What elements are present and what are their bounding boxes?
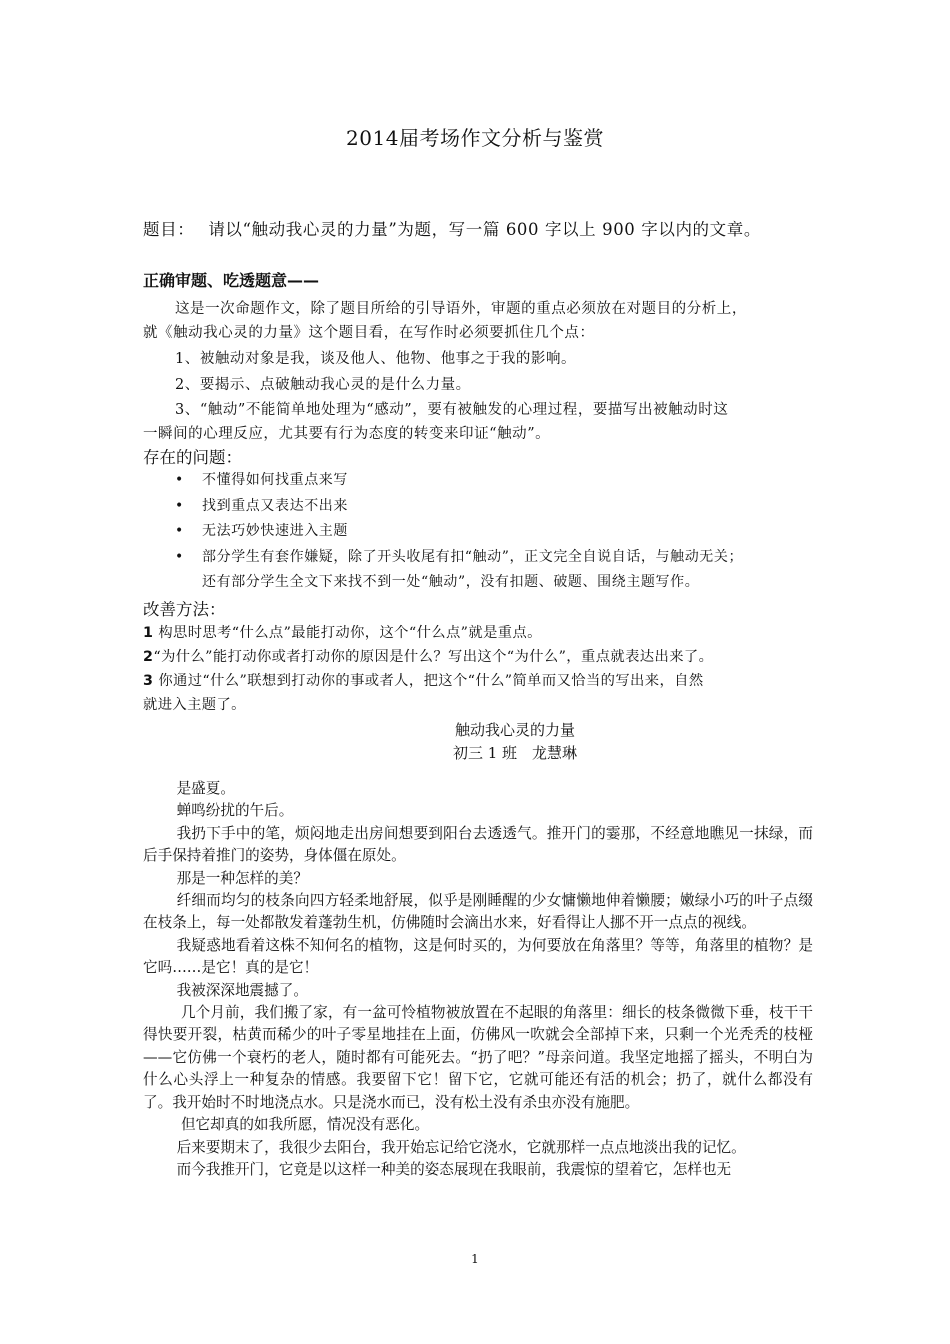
prompt-text: 请以“触动我心灵的力量”为题，写一篇 600 字以上 900 字以内的文章。 (208, 220, 761, 239)
essay-paragraph: 我疑惑地看着这株不知何名的植物，这是何时买的，为何要放在角落里？等等，角落里的植物？是它吗……是它！真的是它！ (143, 936, 813, 977)
essay-paragraph: 是盛夏。 (176, 780, 235, 797)
essay-paragraph: 我扔下手中的笔，烦闷地走出房间想要到阳台去透透气。推开门的霎那，不经意地瞧见一抹绿，而后手保持着推门的姿势，身体僵在原处。 (143, 824, 813, 865)
essay-paragraph: 几个月前，我们搬了家，有一盆可怜植物被放置在不起眼的角落里：细长的枝条微微下垂，枝干干得快要开裂，枯黄而稀少的叶子零星地挂在上面，仿佛风一吹就会全部掉下来，只剩一个光秃秃的枝桠——它仿佛一个衰朽的老人，随时都有可能死去。“扔了吧？”母亲问道。我坚定地摇了摇头，不明白为什么心头浮上一种复杂的情感。我要留下它！留下它，它就可能还有活的机会；扔了，就什么都没有了。我开始时不时地浇点水。只是浇水而已，没有松土没有杀虫亦没有施肥。 (143, 1004, 813, 1111)
bullet-icon: • (175, 548, 184, 565)
list-item: • 部分学生有套作嫌疑，除了开头收尾有扣“触动”，正文完全自说自话，与触动无关； (175, 545, 743, 571)
analysis-point-1: 1、被触动对象是我，谈及他人、他物、他事之于我的影响。 (175, 351, 577, 367)
essay-paragraph: 后来要期末了，我很少去阳台，我开始忘记给它浇水，它就那样一点点地淡出我的记忆。 (176, 1138, 746, 1156)
essay-paragraph: 蝉鸣纷扰的午后。 (176, 802, 294, 820)
essay-paragraph: 而今我推开门，它竟是以这样一种美的姿态展现在我眼前，我震惊的望着它，怎样也无 (176, 1160, 732, 1178)
prompt-label: 题目： (143, 220, 195, 239)
list-item: • 无法巧妙快速进入主题 (175, 519, 743, 545)
essay-prompt (143, 216, 823, 240)
analysis-point-2: 2、要揭示、点破触动我心灵的是什么力量。 (175, 377, 471, 393)
method-2: 2“为什么”能打动你或者打动你的原因是什么？写出这个“为什么”，重点就表达出来了。 (143, 649, 714, 665)
bullet-icon: • (175, 523, 184, 539)
list-item: • 不懂得如何找重点来写 (175, 468, 743, 494)
section-heading-analysis: 正确审题、吃透题意—— (143, 271, 320, 290)
list-item-continuation: 还有部分学生全文下来找不到一处“触动”，没有扣题、破题、围绕主题写作。 (202, 574, 700, 590)
method-3-line-1: 3 你通过“什么”联想到打动你的事或者人，把这个“什么”简单而又恰当的写出来，自然 (143, 673, 704, 689)
analysis-intro-line-2: 就《触动我心灵的力量》这个题目看，在写作时必须要抓住几个点： (143, 325, 595, 341)
page-title: 2014届考场作文分析与鉴赏 (346, 126, 604, 150)
bullet-icon: • (175, 472, 184, 488)
essay-body (143, 778, 813, 1181)
analysis-intro-line-1: 这是一次命题作文，除了题目所给的引导语外，审题的重点必须放在对题目的分析上， (175, 301, 747, 317)
analysis-point-3-line-1: 3、“触动”不能简单地处理为“感动”，要有被触发的心理过程，要描写出被触动时这 (175, 402, 729, 418)
bullet-icon: • (175, 497, 184, 514)
problem-list (175, 468, 743, 596)
section-heading-methods: 改善方法： (143, 600, 226, 619)
page-number: 1 (471, 1252, 479, 1266)
analysis-point-3-line-2: 一瞬间的心理反应，尤其要有行为态度的转变来印证“触动”。 (143, 426, 551, 442)
essay-paragraph: 那是一种怎样的美？ (176, 869, 308, 887)
essay-title: 触动我心灵的力量 (454, 721, 575, 739)
list-item: • 找到重点又表达不出来 (175, 494, 743, 520)
section-heading-problems: 存在的问题： (143, 448, 242, 467)
essay-author: 初三 1 班 龙慧琳 (452, 744, 578, 762)
method-3-line-2: 就进入主题了。 (143, 697, 246, 713)
essay-paragraph: 我被深深地震撼了。 (176, 981, 308, 999)
essay-paragraph: 纤细而均匀的枝条向四方轻柔地舒展，似乎是刚睡醒的少女慵懒地伸着懒腰；嫩绿小巧的叶子点缀在枝条上，每一处都散发着蓬勃生机，仿佛随时会滴出水来，好看得让人挪不开一点点的视线。 (143, 892, 813, 932)
method-1: 1 构思时思考“什么点”最能打动你，这个“什么点”就是重点。 (143, 625, 542, 641)
essay-paragraph: 但它却真的如我所愿，情况没有恶化。 (180, 1116, 430, 1134)
